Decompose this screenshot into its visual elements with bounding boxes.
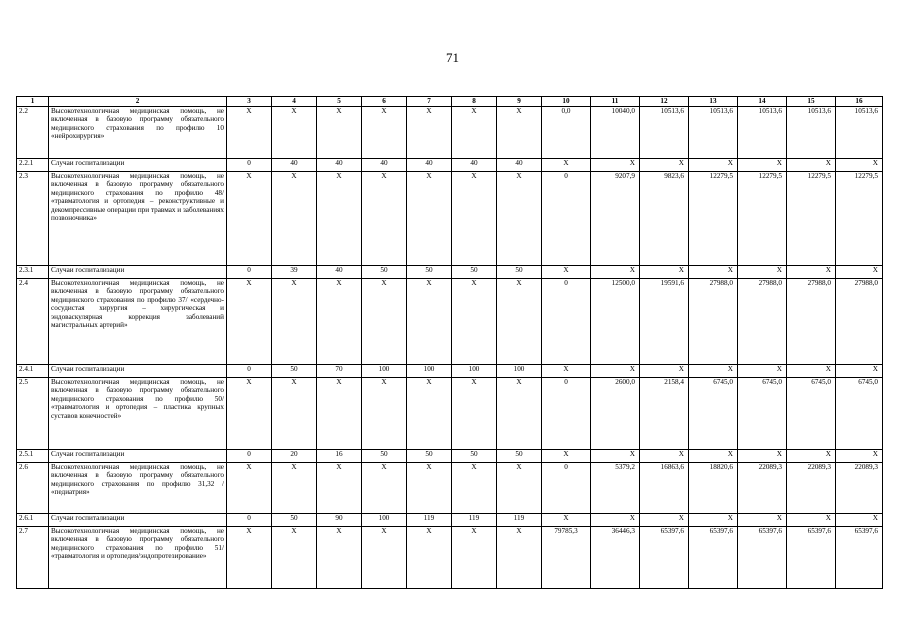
page-number: 71 bbox=[446, 50, 459, 65]
cell-col-7: 40 bbox=[407, 159, 452, 172]
cell-col-3: 0 bbox=[227, 266, 272, 279]
row-description: Случаи госпитализации bbox=[49, 159, 227, 172]
cell-col-15: 65397,6 bbox=[787, 527, 836, 589]
cell-col-7: Х bbox=[407, 527, 452, 589]
cell-col-5: 40 bbox=[317, 266, 362, 279]
cell-col-7: Х bbox=[407, 107, 452, 159]
cell-col-9: 50 bbox=[497, 450, 542, 463]
cell-col-16: 65397,6 bbox=[836, 527, 883, 589]
row-code: 2.2.1 bbox=[17, 159, 49, 172]
cell-col-6: Х bbox=[362, 279, 407, 365]
data-table bbox=[16, 96, 883, 589]
column-header-15: 15 bbox=[787, 97, 836, 107]
cell-col-6: 40 bbox=[362, 159, 407, 172]
row-code: 2.4 bbox=[17, 279, 49, 365]
table-row bbox=[17, 172, 883, 266]
cell-col-13: Х bbox=[689, 514, 738, 527]
cell-col-5: 16 bbox=[317, 450, 362, 463]
cell-col-7: Х bbox=[407, 279, 452, 365]
cell-col-13: 12279,5 bbox=[689, 172, 738, 266]
cell-col-8: Х bbox=[452, 527, 497, 589]
cell-col-12: Х bbox=[640, 450, 689, 463]
cell-col-5: Х bbox=[317, 107, 362, 159]
cell-col-3: 0 bbox=[227, 365, 272, 378]
cell-col-4: Х bbox=[272, 527, 317, 589]
cell-col-5: 90 bbox=[317, 514, 362, 527]
row-description: Случаи госпитализации bbox=[49, 514, 227, 527]
cell-col-10: 0,0 bbox=[542, 107, 591, 159]
cell-col-3: Х bbox=[227, 378, 272, 450]
cell-col-15: Х bbox=[787, 365, 836, 378]
table-row bbox=[17, 527, 883, 589]
cell-col-12: 9823,6 bbox=[640, 172, 689, 266]
cell-col-13: Х bbox=[689, 365, 738, 378]
cell-col-9: Х bbox=[497, 279, 542, 365]
cell-col-9: Х bbox=[497, 463, 542, 514]
cell-col-8: Х bbox=[452, 463, 497, 514]
cell-col-9: Х bbox=[497, 527, 542, 589]
cell-col-9: Х bbox=[497, 107, 542, 159]
cell-col-12: 10513,6 bbox=[640, 107, 689, 159]
cell-col-11: 9207,9 bbox=[591, 172, 640, 266]
column-header-10: 10 bbox=[542, 97, 591, 107]
row-description: Высокотехнологичная медицинская помощь, не включенная в базовую программу обязательного медицинского страхования по профилю 50/ «травматология и ортопедия – пластика крупных суставов конечностей» bbox=[49, 378, 227, 450]
cell-col-9: Х bbox=[497, 378, 542, 450]
column-header-13: 13 bbox=[689, 97, 738, 107]
cell-col-4: Х bbox=[272, 378, 317, 450]
cell-col-4: Х bbox=[272, 463, 317, 514]
column-header-8: 8 bbox=[452, 97, 497, 107]
cell-col-6: Х bbox=[362, 463, 407, 514]
cell-col-16: Х bbox=[836, 365, 883, 378]
row-description: Высокотехнологичная медицинская помощь, не включенная в базовую программу обязательного медицинского страхования по профилю 37/ «сердечно-сосудистая хирургия – хирургическая и эндоваскулярная коррекция заболеваний магистральных артерий» bbox=[49, 279, 227, 365]
row-code: 2.6 bbox=[17, 463, 49, 514]
cell-col-13: 10513,6 bbox=[689, 107, 738, 159]
cell-col-16: Х bbox=[836, 450, 883, 463]
cell-col-3: Х bbox=[227, 463, 272, 514]
cell-col-7: 119 bbox=[407, 514, 452, 527]
row-description: Случаи госпитализации bbox=[49, 450, 227, 463]
cell-col-3: 0 bbox=[227, 159, 272, 172]
cell-col-12: 16863,6 bbox=[640, 463, 689, 514]
cell-col-3: Х bbox=[227, 527, 272, 589]
row-description: Высокотехнологичная медицинская помощь, не включенная в базовую программу обязательного медицинского страхования по профилю 48/ «травматология и ортопедия – реконструктивные и декомпрессивные операции при травмах и заболеваниях позвоночника» bbox=[49, 172, 227, 266]
cell-col-10: 0 bbox=[542, 378, 591, 450]
cell-col-4: 20 bbox=[272, 450, 317, 463]
cell-col-13: Х bbox=[689, 266, 738, 279]
cell-col-14: 27988,0 bbox=[738, 279, 787, 365]
column-header-2: 2 bbox=[49, 97, 227, 107]
cell-col-16: 10513,6 bbox=[836, 107, 883, 159]
cell-col-15: Х bbox=[787, 450, 836, 463]
cell-col-10: 79785,3 bbox=[542, 527, 591, 589]
cell-col-7: Х bbox=[407, 378, 452, 450]
cell-col-10: Х bbox=[542, 266, 591, 279]
table-row bbox=[17, 107, 883, 159]
row-description: Высокотехнологичная медицинская помощь, не включенная в базовую программу обязательного медицинского страхования по профилю 10 «нейрохирургия» bbox=[49, 107, 227, 159]
cell-col-12: 2158,4 bbox=[640, 378, 689, 450]
cell-col-8: 50 bbox=[452, 450, 497, 463]
row-code: 2.5 bbox=[17, 378, 49, 450]
cell-col-11: 12500,0 bbox=[591, 279, 640, 365]
row-code: 2.3.1 bbox=[17, 266, 49, 279]
table-row bbox=[17, 266, 883, 279]
cell-col-4: Х bbox=[272, 172, 317, 266]
cell-col-8: Х bbox=[452, 172, 497, 266]
cell-col-12: Х bbox=[640, 365, 689, 378]
column-header-16: 16 bbox=[836, 97, 883, 107]
cell-col-16: 6745,0 bbox=[836, 378, 883, 450]
cell-col-3: Х bbox=[227, 172, 272, 266]
cell-col-15: Х bbox=[787, 266, 836, 279]
cell-col-6: Х bbox=[362, 378, 407, 450]
cell-col-9: 100 bbox=[497, 365, 542, 378]
cell-col-15: Х bbox=[787, 514, 836, 527]
cell-col-11: 36446,3 bbox=[591, 527, 640, 589]
cell-col-5: Х bbox=[317, 172, 362, 266]
cell-col-8: Х bbox=[452, 279, 497, 365]
row-code: 2.4.1 bbox=[17, 365, 49, 378]
cell-col-7: Х bbox=[407, 172, 452, 266]
cell-col-4: 50 bbox=[272, 514, 317, 527]
cell-col-6: 50 bbox=[362, 450, 407, 463]
cell-col-3: Х bbox=[227, 107, 272, 159]
cell-col-4: Х bbox=[272, 107, 317, 159]
cell-col-6: Х bbox=[362, 107, 407, 159]
column-header-3: 3 bbox=[227, 97, 272, 107]
column-header-9: 9 bbox=[497, 97, 542, 107]
column-header-5: 5 bbox=[317, 97, 362, 107]
cell-col-8: Х bbox=[452, 378, 497, 450]
cell-col-8: 100 bbox=[452, 365, 497, 378]
cell-col-11: Х bbox=[591, 514, 640, 527]
cell-col-8: 50 bbox=[452, 266, 497, 279]
cell-col-12: Х bbox=[640, 266, 689, 279]
cell-col-14: 22089,3 bbox=[738, 463, 787, 514]
cell-col-11: 2600,0 bbox=[591, 378, 640, 450]
column-header-11: 11 bbox=[591, 97, 640, 107]
cell-col-5: Х bbox=[317, 527, 362, 589]
cell-col-9: 50 bbox=[497, 266, 542, 279]
cell-col-14: Х bbox=[738, 365, 787, 378]
cell-col-4: 50 bbox=[272, 365, 317, 378]
cell-col-5: Х bbox=[317, 463, 362, 514]
cell-col-7: 50 bbox=[407, 266, 452, 279]
header-row bbox=[17, 97, 883, 107]
cell-col-8: 40 bbox=[452, 159, 497, 172]
cell-col-6: 100 bbox=[362, 365, 407, 378]
cell-col-14: 65397,6 bbox=[738, 527, 787, 589]
cell-col-6: Х bbox=[362, 527, 407, 589]
cell-col-16: Х bbox=[836, 266, 883, 279]
cell-col-15: 27988,0 bbox=[787, 279, 836, 365]
cell-col-7: Х bbox=[407, 463, 452, 514]
cell-col-10: 0 bbox=[542, 172, 591, 266]
cell-col-12: Х bbox=[640, 514, 689, 527]
row-description: Случаи госпитализации bbox=[49, 266, 227, 279]
table-row bbox=[17, 463, 883, 514]
cell-col-14: 10513,6 bbox=[738, 107, 787, 159]
table-row bbox=[17, 159, 883, 172]
cell-col-13: Х bbox=[689, 450, 738, 463]
cell-col-4: Х bbox=[272, 279, 317, 365]
table-row bbox=[17, 279, 883, 365]
cell-col-10: Х bbox=[542, 365, 591, 378]
cell-col-15: 22089,3 bbox=[787, 463, 836, 514]
cell-col-10: Х bbox=[542, 514, 591, 527]
cell-col-11: Х bbox=[591, 365, 640, 378]
table-body bbox=[17, 107, 883, 589]
cell-col-6: Х bbox=[362, 172, 407, 266]
table-row bbox=[17, 378, 883, 450]
cell-col-13: 6745,0 bbox=[689, 378, 738, 450]
cell-col-9: 119 bbox=[497, 514, 542, 527]
column-header-1: 1 bbox=[17, 97, 49, 107]
cell-col-15: 10513,6 bbox=[787, 107, 836, 159]
column-header-14: 14 bbox=[738, 97, 787, 107]
cell-col-5: 40 bbox=[317, 159, 362, 172]
cell-col-12: Х bbox=[640, 159, 689, 172]
cell-col-10: 0 bbox=[542, 463, 591, 514]
cell-col-5: 70 bbox=[317, 365, 362, 378]
cell-col-11: Х bbox=[591, 159, 640, 172]
cell-col-16: Х bbox=[836, 514, 883, 527]
cell-col-11: Х bbox=[591, 450, 640, 463]
cell-col-3: 0 bbox=[227, 514, 272, 527]
cell-col-3: Х bbox=[227, 279, 272, 365]
row-code: 2.7 bbox=[17, 527, 49, 589]
row-code: 2.2 bbox=[17, 107, 49, 159]
cell-col-5: Х bbox=[317, 279, 362, 365]
cell-col-4: 40 bbox=[272, 159, 317, 172]
row-code: 2.5.1 bbox=[17, 450, 49, 463]
cell-col-13: 27988,0 bbox=[689, 279, 738, 365]
cell-col-13: 65397,6 bbox=[689, 527, 738, 589]
column-header-4: 4 bbox=[272, 97, 317, 107]
row-description: Высокотехнологичная медицинская помощь, не включенная в базовую программу обязательного медицинского страхования по профилю 51/ «травматология и ортопедия/эндопротезирование» bbox=[49, 527, 227, 589]
table-row bbox=[17, 365, 883, 378]
row-code: 2.3 bbox=[17, 172, 49, 266]
cell-col-11: Х bbox=[591, 266, 640, 279]
cell-col-14: 6745,0 bbox=[738, 378, 787, 450]
cell-col-8: Х bbox=[452, 107, 497, 159]
cell-col-16: 27988,0 bbox=[836, 279, 883, 365]
cell-col-13: 18820,6 bbox=[689, 463, 738, 514]
cell-col-14: Х bbox=[738, 266, 787, 279]
cell-col-7: 100 bbox=[407, 365, 452, 378]
row-description: Высокотехнологичная медицинская помощь, не включенная в базовую программу обязательного медицинского страхования по профилю 31,32 / «педиатрия» bbox=[49, 463, 227, 514]
cell-col-4: 39 bbox=[272, 266, 317, 279]
cell-col-10: 0 bbox=[542, 279, 591, 365]
table-row bbox=[17, 450, 883, 463]
cell-col-12: 65397,6 bbox=[640, 527, 689, 589]
cell-col-11: 10040,0 bbox=[591, 107, 640, 159]
cell-col-14: Х bbox=[738, 159, 787, 172]
cell-col-7: 50 bbox=[407, 450, 452, 463]
cell-col-10: Х bbox=[542, 450, 591, 463]
cell-col-15: 12279,5 bbox=[787, 172, 836, 266]
cell-col-5: Х bbox=[317, 378, 362, 450]
table-row bbox=[17, 514, 883, 527]
cell-col-14: 12279,5 bbox=[738, 172, 787, 266]
cell-col-9: 40 bbox=[497, 159, 542, 172]
column-header-7: 7 bbox=[407, 97, 452, 107]
cell-col-8: 119 bbox=[452, 514, 497, 527]
column-header-12: 12 bbox=[640, 97, 689, 107]
cell-col-15: Х bbox=[787, 159, 836, 172]
cell-col-16: 22089,3 bbox=[836, 463, 883, 514]
cell-col-12: 19591,6 bbox=[640, 279, 689, 365]
cell-col-14: Х bbox=[738, 514, 787, 527]
cell-col-6: 100 bbox=[362, 514, 407, 527]
cell-col-11: 5379,2 bbox=[591, 463, 640, 514]
column-header-6: 6 bbox=[362, 97, 407, 107]
cell-col-10: Х bbox=[542, 159, 591, 172]
cell-col-9: Х bbox=[497, 172, 542, 266]
cell-col-16: 12279,5 bbox=[836, 172, 883, 266]
cell-col-3: 0 bbox=[227, 450, 272, 463]
cell-col-16: Х bbox=[836, 159, 883, 172]
cell-col-14: Х bbox=[738, 450, 787, 463]
cell-col-15: 6745,0 bbox=[787, 378, 836, 450]
row-description: Случаи госпитализации bbox=[49, 365, 227, 378]
row-code: 2.6.1 bbox=[17, 514, 49, 527]
cell-col-13: Х bbox=[689, 159, 738, 172]
cell-col-6: 50 bbox=[362, 266, 407, 279]
